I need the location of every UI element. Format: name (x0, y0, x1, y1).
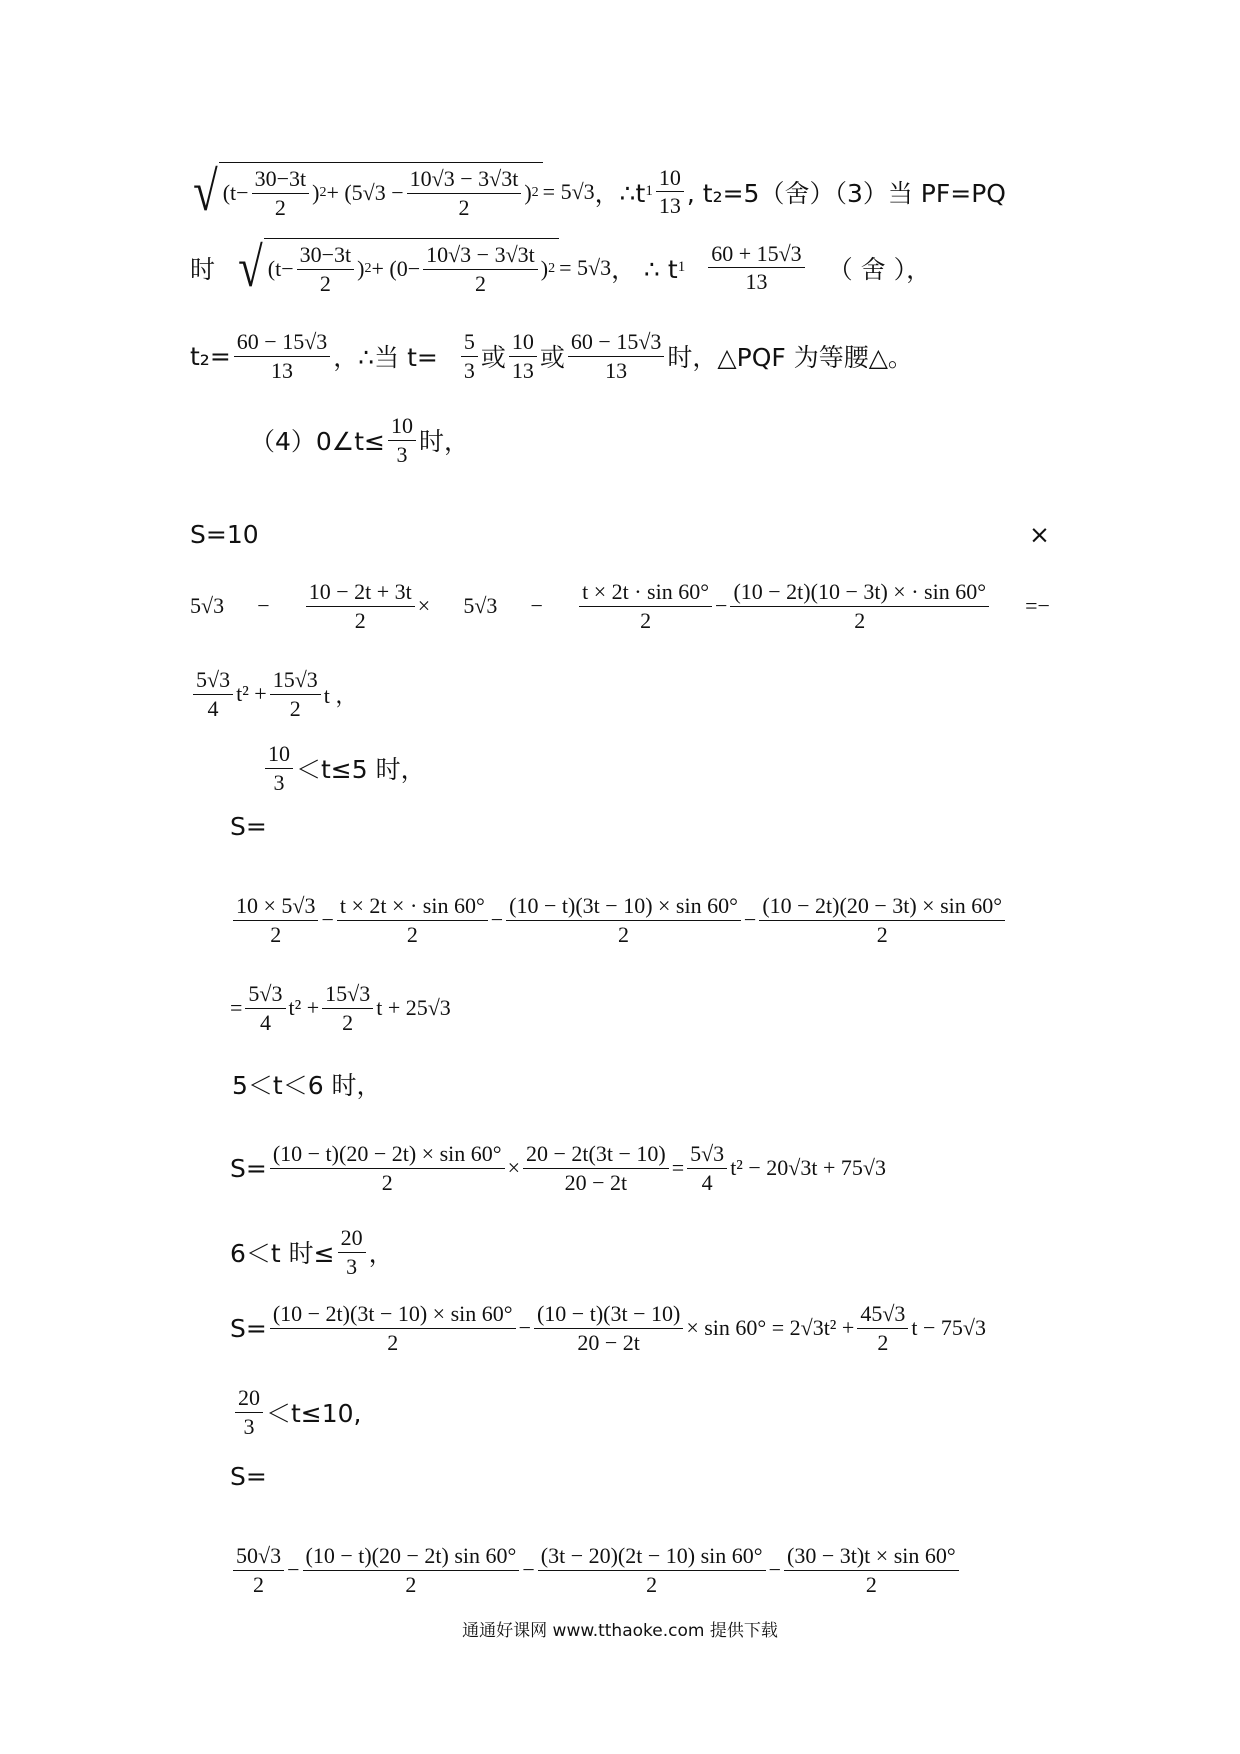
radical-expression: √ (t− $\frac{30-3t}{2}$ ) 2 + (0− $\frac{10√3 - 3√3t}{2}$ ) 2 (235, 238, 559, 297)
radical-expression: √ (t− $\frac{30-3t}{2}$ ) 2 + (5√3 − $\frac{10√3 - 3√3t}{2}$ ) 2 (190, 162, 543, 221)
case-line-5: $\frac{20}{3}$ ＜t≤10, (232, 1384, 1050, 1440)
case-line-2: $\frac{10}{3}$ ＜t≤5 时， (262, 740, 1050, 796)
s-line-1: S=10 × (190, 520, 1050, 549)
s-line-5: = $\frac{5√3}{4}$ t² + $\frac{15√3}{2}$ t + 25√3 (230, 981, 451, 1035)
equation-line-2: 时 √ (t− $\frac{30-3t}{2}$ ) 2 + (0− $\frac{10√3 - 3√3t}{2}$ ) 2 = 5√3 ， ∴ t 1 $\frac{60 + 15√3}{13}$ （ 舍 ）， (190, 236, 932, 299)
s-label-2: S= (230, 1462, 267, 1491)
s-line-7: S= $\frac{(10 - 2t)(3t - 10) \times \sin 60^\circ}{2}$ − $\frac{(10 - t)(3t - 10)}{20 - 2t}$ × sin 60° = 2√3t² + $\frac{45√3}{2}$ t − 75√3 (230, 1301, 986, 1355)
s-label: S= (230, 812, 267, 841)
case-line-3: 5＜t＜6 时， (232, 1071, 382, 1100)
s-line-3: $\frac{5√3}{4}$ t² + $\frac{15√3}{2}$ t ， (190, 666, 1050, 722)
s-line-8: $\frac{50√3}{2}$ − $\frac{(10 - t)(20 - 2t) \sin 60^\circ}{2}$ − $\frac{(3t - 20)(2t - 10) \sin 60^\circ}{2}$ − $\frac{(30 - 3t)t \times \sin 60^\circ}{2}$ (230, 1542, 1050, 1598)
s-line-2: 5√3 − $\frac{10 - 2t + 3t}{2}$ × 5√3 − $\frac{t \times 2t \cdot \sin 60^\circ}{2}$ − $\frac{(10 - 2t)(10 - 3t) \times \cdot \sin 60^\circ}{2}$ =− (190, 579, 1050, 633)
s-line-6: S= $\frac{(10 - t)(20 - 2t) \times \sin 60^\circ}{2}$ × $\frac{20 - 2t(3t - 10)}{20 - 2t}$ = $\frac{5√3}{4}$ t² − 20√3t + 75√3 (230, 1141, 886, 1195)
equation-line-1: √ (t− $\frac{30-3t}{2}$ ) 2 + (5√3 − $\frac{10√3 - 3√3t}{2}$ ) 2 = 5√3 ，∴t 1 $\frac{10}{13}$ , t₂=5（舍）（3）当 PF=PQ (190, 162, 1050, 221)
equation-line-3: t₂= $\frac{60 - 15√3}{13}$ ，∴当 t= $\frac{5}{3}$ 或 $\frac{10}{13}$ 或 $\frac{60 - 15√3}{13}$ 时，△PQF 为等腰△。 (190, 329, 913, 383)
case-line-4: 6＜t 时≤ $\frac{20}{3}$ ， (230, 1225, 394, 1279)
page-footer: 通通好课网 www.tthaoke.com 提供下载 (462, 1621, 778, 1641)
s-line-4: $\frac{10 \times 5√3}{2}$ − $\frac{t \times 2t \times \cdot \sin 60^\circ}{2}$ − $\frac{(10 - t)(3t - 10) \times \sin 60^\circ}{2}$ − $\frac{(10 - 2t)(20 - 3t) \times \sin 60^\circ}{2}$ (230, 892, 1050, 948)
fraction: $\frac{10}{13}$ (656, 164, 684, 220)
case-line-1: （4）0∠t≤ $\frac{10}{3}$ 时， (250, 413, 469, 467)
